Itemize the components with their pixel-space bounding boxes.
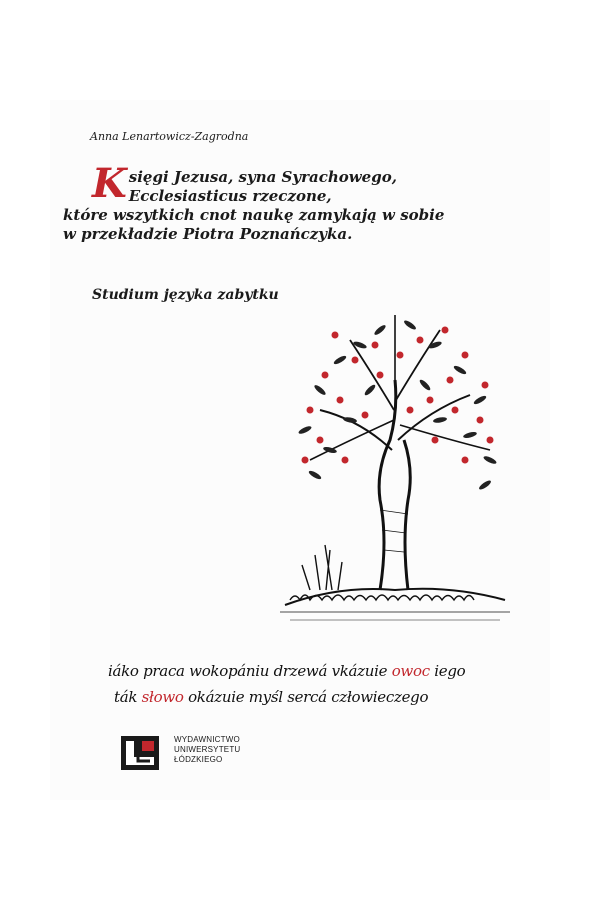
verse-line-1-text-b: iego bbox=[434, 662, 466, 680]
tree-illustration bbox=[280, 300, 510, 630]
title-line-4: w przekładzie Piotra Poznańczyka. bbox=[63, 225, 353, 243]
verse-line-1 bbox=[108, 662, 508, 680]
verse-line-2-text-b: okázuie myśl sercá człowieczego bbox=[188, 688, 429, 706]
publisher-logo-icon bbox=[120, 735, 160, 771]
title-line-2: Ecclesiasticus rzeczone, bbox=[128, 187, 332, 205]
title-line-3: które wszytkich cnot naukę zamykają w sobie bbox=[63, 206, 445, 224]
book-title bbox=[63, 160, 522, 244]
verse-line-2-text-a: ták bbox=[114, 688, 138, 706]
publisher-line-2: UNIWERSYTETU bbox=[174, 745, 241, 754]
book-subtitle: Studium języka zabytku bbox=[92, 287, 279, 303]
verse-line-2 bbox=[114, 688, 514, 706]
verse-line-2-highlight: słowo bbox=[141, 688, 184, 706]
publisher-name bbox=[174, 735, 240, 765]
verse-line-1-highlight: owoc bbox=[391, 662, 430, 680]
publisher-line-1: WYDAWNICTWO bbox=[174, 735, 240, 744]
publisher-line-3: ŁÓDZKIEGO bbox=[174, 755, 223, 764]
title-line-1: sięgi Jezusa, syna Syrachowego, bbox=[128, 168, 397, 186]
author-name: Anna Lenartowicz-Zagrodna bbox=[90, 130, 249, 143]
verse-line-1-text-a: iáko praca wokopániu drzewá vkázuie bbox=[108, 662, 388, 680]
title-initial: K bbox=[92, 160, 127, 207]
